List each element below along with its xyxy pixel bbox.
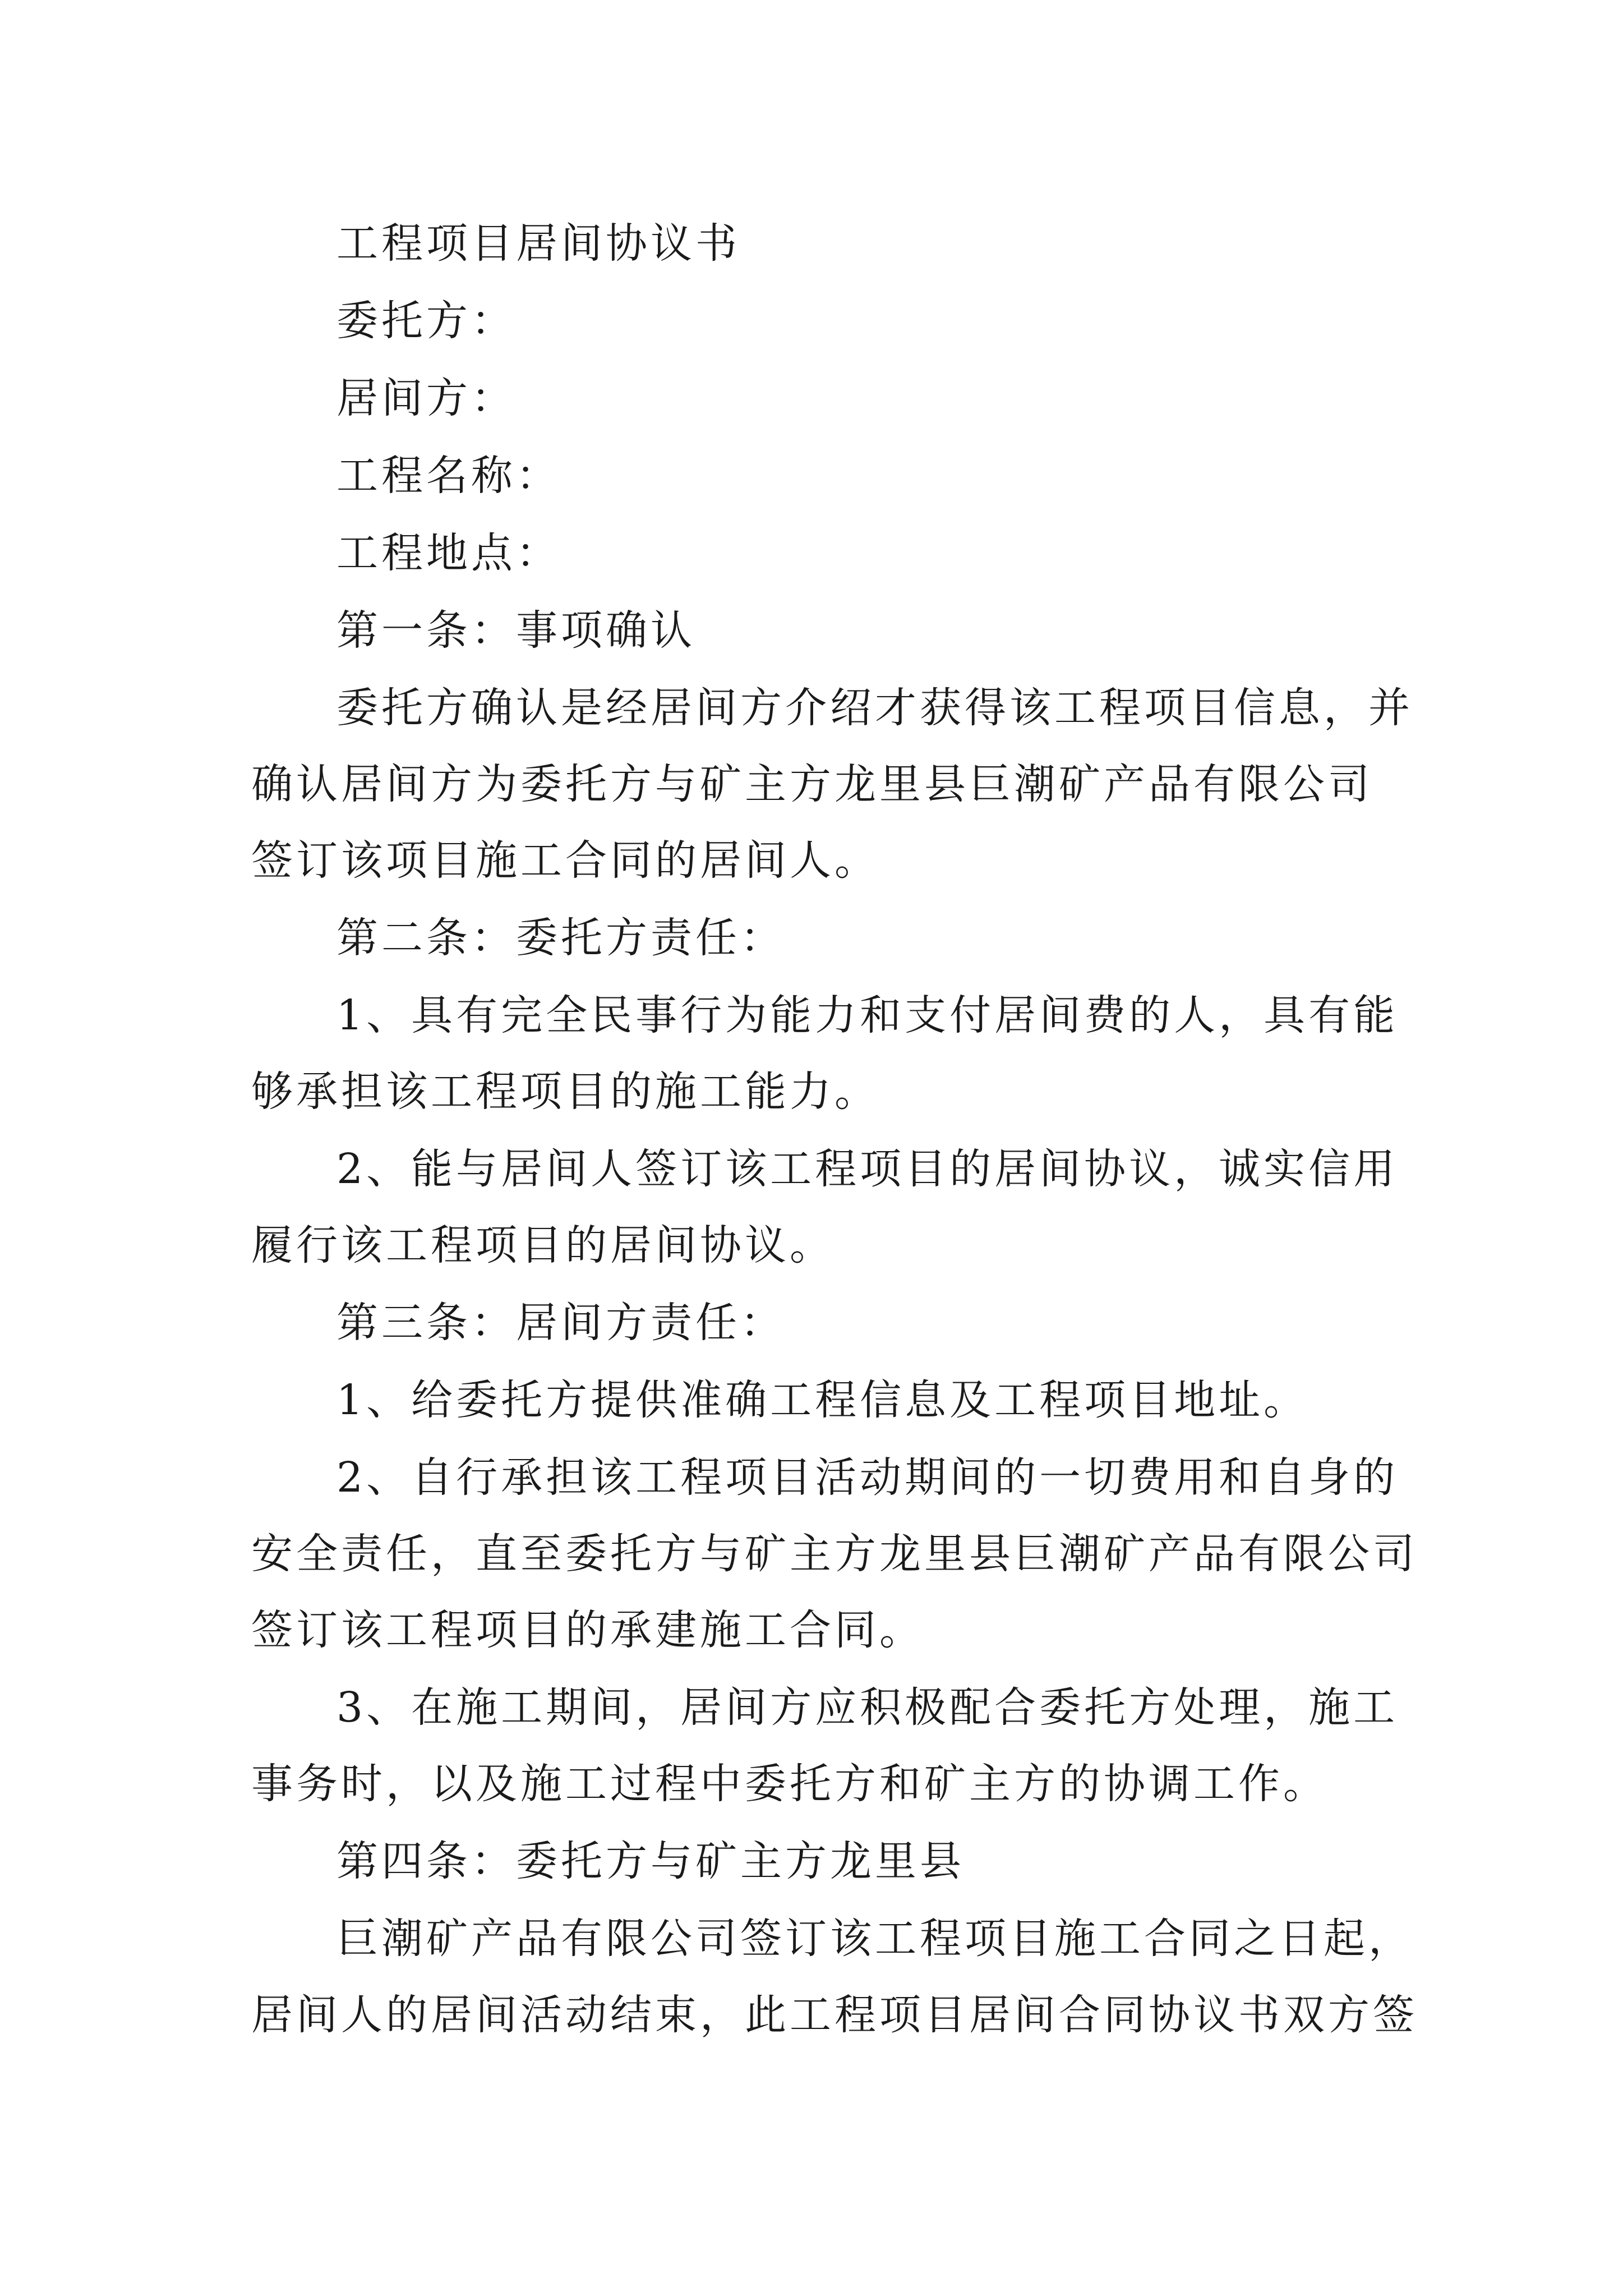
- field-client: 委托方：: [336, 297, 516, 345]
- document-title: 工程项目居间协议书: [336, 219, 740, 268]
- article3-heading: 第三条：居间方责任：: [336, 1299, 785, 1347]
- article1-text-line: 委托方确认是经居间方介绍才获得该工程项目信息，并: [336, 684, 1413, 732]
- article4-text-line: 居间人的居间活动结束，此工程项目居间合同协议书双方签: [251, 1991, 1418, 2039]
- article2-item1-line: 够承担该工程项目的施工能力。: [251, 1068, 879, 1116]
- article3-item2-line: 2、自行承担该工程项目活动期间的一切费用和自身的: [336, 1453, 1399, 1502]
- article1-heading: 第一条：事项确认: [336, 606, 695, 655]
- article3-item2-line: 签订该工程项目的承建施工合同。: [251, 1606, 924, 1654]
- article2-item2-line: 履行该工程项目的居间协议。: [251, 1221, 834, 1269]
- article1-text-line: 确认居间方为委托方与矿主方龙里县巨潮矿产品有限公司: [251, 760, 1373, 808]
- article2-item1-line: 1、具有完全民事行为能力和支付居间费的人，具有能: [336, 991, 1399, 1039]
- article1-text-line: 签订该项目施工合同的居间人。: [251, 836, 879, 885]
- article4-heading: 第四条：委托方与矿主方龙里县: [336, 1837, 965, 1885]
- article4-text-line: 巨潮矿产品有限公司签订该工程项目施工合同之日起，: [336, 1915, 1413, 1963]
- article2-item2-line: 2、能与居间人签订该工程项目的居间协议，诚实信用: [336, 1145, 1399, 1193]
- article3-item1-line: 1、给委托方提供准确工程信息及工程项目地址。: [336, 1376, 1309, 1424]
- article3-item3-line: 事务时，以及施工过程中委托方和矿主方的协调工作。: [251, 1760, 1328, 1808]
- field-project-location: 工程地点：: [336, 529, 561, 577]
- article3-item2-line: 安全责任，直至委托方与矿主方龙里县巨潮矿产品有限公司: [251, 1530, 1418, 1578]
- field-intermediary: 居间方：: [336, 374, 516, 422]
- article3-item3-line: 3、在施工期间，居间方应积极配合委托方处理，施工: [336, 1683, 1399, 1732]
- article2-heading: 第二条：委托方责任：: [336, 914, 785, 962]
- field-project-name: 工程名称：: [336, 452, 561, 500]
